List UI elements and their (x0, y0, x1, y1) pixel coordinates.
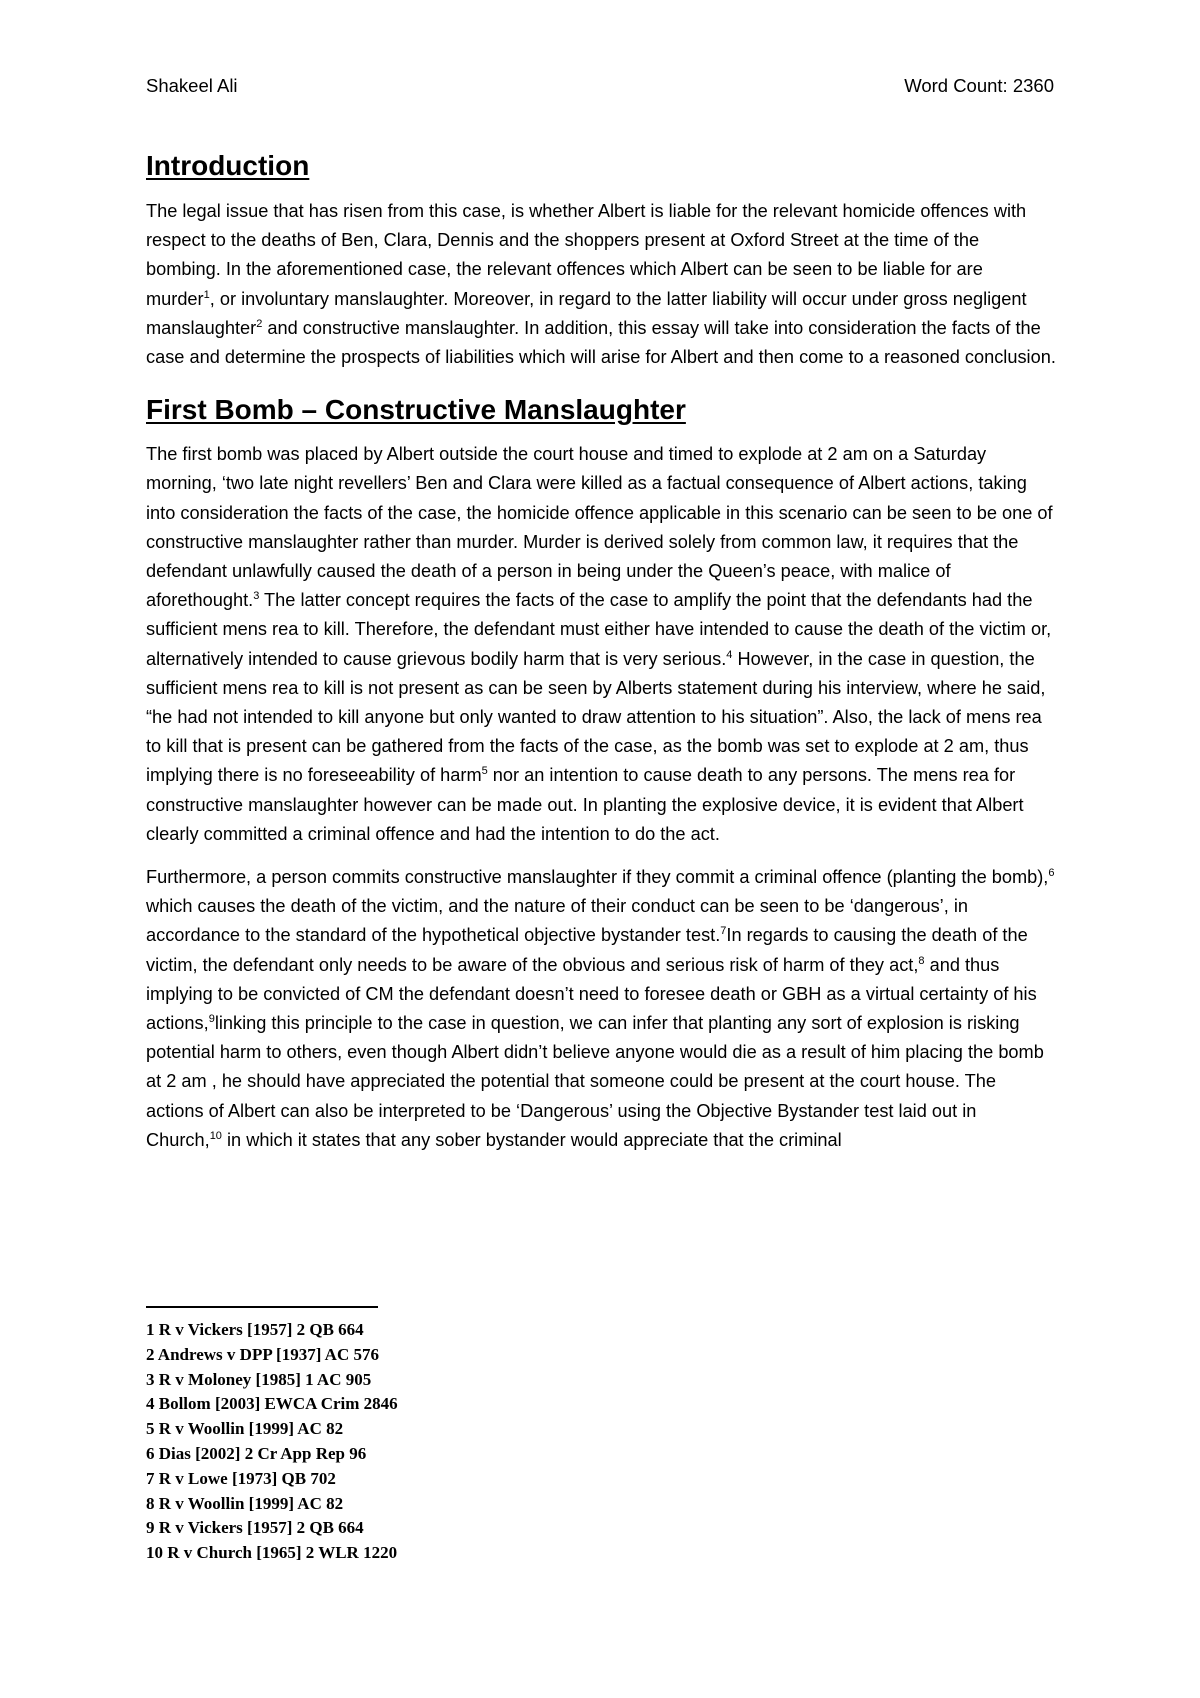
footnote-item: 1 R v Vickers [1957] 2 QB 664 (146, 1320, 364, 1339)
footnote-ref: 6 (1048, 867, 1055, 879)
footnote-ref: 1 (203, 288, 210, 301)
footnote-item: 6 Dias [2002] 2 Cr App Rep 96 (146, 1443, 367, 1463)
word-count: Word Count: 2360 (904, 75, 1054, 96)
footnotes-list (146, 1318, 398, 1566)
footnote-item: 4 Bollom [2003] EWCA Crim 2846 (146, 1394, 398, 1414)
introduction-heading: Introduction (146, 150, 310, 181)
first-bomb-heading: First Bomb – Constructive Manslaughter (146, 394, 686, 426)
paragraph-text: and thus implying to be convicted of CM the defendant doesn’t need to foresee death or GBH as a virtual certainty of his actions, (146, 954, 1037, 1034)
footnote-ref: 3 (253, 590, 260, 603)
footnote-item: 3 R v Moloney [1985] 1 AC 905 (146, 1369, 372, 1389)
footnote-ref: 9 (208, 1013, 215, 1026)
paragraph-text: The first bomb was placed by Albert outside the court house and timed to explode at 2 am on a Saturday morning, ‘two late night revellers’ Ben and Clara were killed as a factual consequence of Albert actions, taking into consideration the facts of the case, the homicide offence applicable in this scenario can be seen to be one of constructive manslaughter rather than murder. Murder is derived solely from common law, it requires that the defendant unlawfully caused the death of a person in being under the Queen’s peace, with malice of aforethought. (146, 444, 1053, 611)
footnote-item: 5 R v Woollin [1999] AC 82 (146, 1419, 344, 1439)
footnote-separator (146, 1306, 378, 1308)
footnote-ref: 10 (209, 1129, 222, 1142)
paragraph-text: linking this principle to the case in question, we can infer that planting any sort of explosion is risking potential harm to others, even though Albert didn’t believe anyone would die as a result of him placing the bomb at 2 am , he should have appreciated the potential that someone could be present at the court house. The actions of Albert can also be interpreted to be ‘Dangerous’ using the Objective Bystander test laid out in Church, (146, 1013, 1044, 1150)
paragraph-text: The legal issue that has risen from this case, is whether Albert is liable for the relevant homicide offences with respect to the deaths of Ben, Clara, Dennis and the shoppers present at Oxford Street at the time of the bombing. In the aforementioned case, the relevant offences which Albert can be seen to be liable for are murder (146, 201, 1027, 309)
footnote-ref: 8 (918, 954, 925, 967)
paragraph-text: Furthermore, a person commits constructive manslaughter if they commit a criminal offence (planting the bomb), (146, 867, 1049, 888)
paragraph-text: which causes the death of the victim, and the nature of their conduct can be seen to be ‘dangerous’, in accordance to the standard of the hypothetical objective bystander test. (146, 896, 968, 946)
footnote-ref: 5 (481, 765, 488, 778)
introduction-paragraph (146, 197, 1056, 372)
paragraph-text: , or involuntary manslaughter. Moreover, in regard to the latter liability will occur under gross negligent manslaughter (146, 288, 1027, 338)
footnote-item: 7 R v Lowe [1973] QB 702 (146, 1468, 336, 1488)
footnote-item: 8 R v Woollin [1999] AC 82 (146, 1493, 344, 1513)
footnote-ref: 2 (256, 317, 263, 330)
page-header (146, 74, 1054, 98)
paragraph-text: In regards to causing the death of the victim, the defendant only needs to be aware of the obvious and serious risk of harm of they act, (146, 925, 1028, 975)
document-body (146, 148, 1056, 1169)
paragraph-text: The latter concept requires the facts of the case to amplify the point that the defendants had the sufficient mens rea to kill. Therefore, the defendant must either have intended to cause the death of the victim or, alternatively intended to cause grievous bodily harm that is very serious. (146, 590, 1052, 669)
footnote-item: 9 R v Vickers [1957] 2 QB 664 (146, 1518, 364, 1538)
paragraph-text: However, in the case in question, the sufficient mens rea to kill is not present as can be seen by Alberts statement during his interview, where he said, “he had not intended to kill anyone but only wanted to draw attention to his situation”. Also, the lack of mens rea to kill that is present can be gathered from the facts of the case, as the bomb was set to explode at 2 am, thus implying there is no foreseeability of harm (146, 648, 1046, 786)
paragraph-text: nor an intention to cause death to any persons. The mens rea for constructive manslaughter however can be made out. In planting the explosive device, it is evident that Albert clearly committed a criminal offence and had the intention to do the act. (146, 765, 1024, 844)
first-bomb-paragraph-2 (146, 863, 1056, 1155)
footnote-ref: 4 (726, 648, 733, 661)
first-bomb-paragraph-1 (146, 440, 1056, 849)
footnote-item: 10 R v Church [1965] 2 WLR 1220 (146, 1543, 398, 1563)
footnote-ref: 7 (720, 925, 727, 938)
paragraph-text: in which it states that any sober bystander would appreciate that the criminal (221, 1129, 842, 1150)
footnote-item: 2 Andrews v DPP [1937] AC 576 (146, 1344, 379, 1364)
paragraph-text: and constructive manslaughter. In addition, this essay will take into consideration the facts of the case and determine the prospects of liabilities which will arise for Albert and then come to a reasoned conclusion. (146, 317, 1056, 368)
author-name: Shakeel Ali (146, 75, 238, 96)
